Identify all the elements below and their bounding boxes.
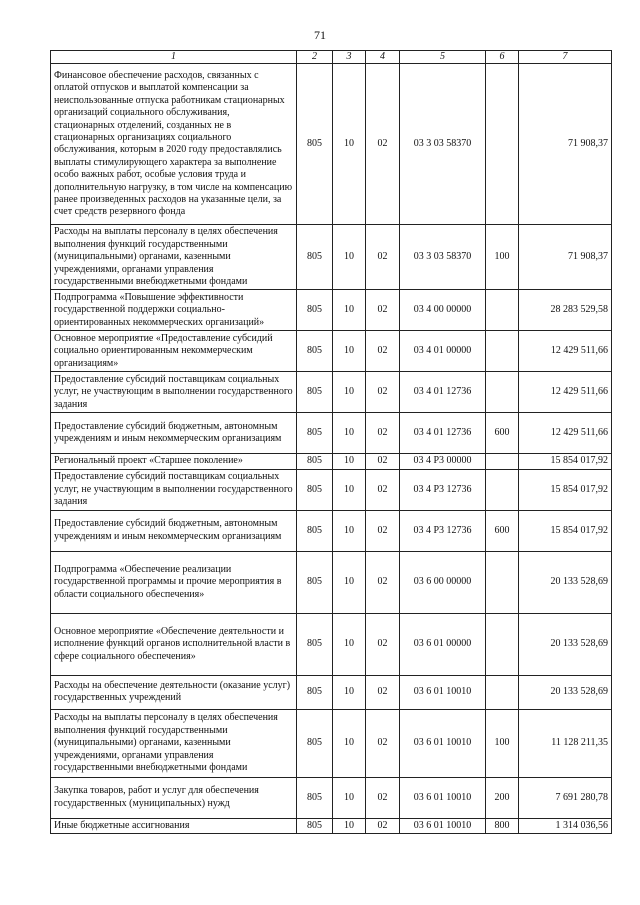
cell-name: Основное мероприятие «Предоставление субсидий социально ориентированным некоммерческим организациям» xyxy=(51,331,297,372)
cell-expense-type xyxy=(486,372,519,413)
cell-target-article: 03 4 P3 12736 xyxy=(400,510,486,551)
cell-target-article: 03 6 01 10010 xyxy=(400,777,486,818)
cell-subsection: 02 xyxy=(366,675,400,709)
table-row xyxy=(51,413,612,454)
header-cell-7: 7 xyxy=(519,51,612,64)
cell-target-article: 03 4 01 00000 xyxy=(400,331,486,372)
cell-expense-type xyxy=(486,675,519,709)
cell-expense-type: 800 xyxy=(486,818,519,833)
cell-subsection: 02 xyxy=(366,331,400,372)
cell-subsection: 02 xyxy=(366,454,400,469)
table-row xyxy=(51,372,612,413)
cell-expense-type xyxy=(486,290,519,331)
cell-amount: 71 908,37 xyxy=(519,64,612,225)
cell-section: 10 xyxy=(333,469,366,510)
cell-target-article: 03 4 01 12736 xyxy=(400,413,486,454)
cell-name: Основное мероприятие «Обеспечение деятельности и исполнение функций органов исполнительной власти в сфере социального обеспечения» xyxy=(51,613,297,675)
cell-amount: 12 429 511,66 xyxy=(519,413,612,454)
cell-subsection: 02 xyxy=(366,469,400,510)
cell-section: 10 xyxy=(333,372,366,413)
cell-amount: 20 133 528,69 xyxy=(519,551,612,613)
cell-admin-code: 805 xyxy=(297,469,333,510)
cell-expense-type xyxy=(486,64,519,225)
cell-amount: 20 133 528,69 xyxy=(519,675,612,709)
cell-subsection: 02 xyxy=(366,709,400,777)
cell-expense-type: 200 xyxy=(486,777,519,818)
cell-target-article: 03 4 P3 00000 xyxy=(400,454,486,469)
cell-expense-type xyxy=(486,551,519,613)
cell-expense-type: 100 xyxy=(486,709,519,777)
cell-target-article: 03 4 00 00000 xyxy=(400,290,486,331)
cell-subsection: 02 xyxy=(366,510,400,551)
cell-admin-code: 805 xyxy=(297,413,333,454)
table-row xyxy=(51,290,612,331)
cell-admin-code: 805 xyxy=(297,613,333,675)
cell-subsection: 02 xyxy=(366,290,400,331)
cell-admin-code: 805 xyxy=(297,225,333,290)
table-row xyxy=(51,64,612,225)
cell-expense-type: 600 xyxy=(486,413,519,454)
cell-admin-code: 805 xyxy=(297,454,333,469)
cell-target-article: 03 3 03 58370 xyxy=(400,64,486,225)
cell-subsection: 02 xyxy=(366,372,400,413)
header-cell-6: 6 xyxy=(486,51,519,64)
cell-expense-type xyxy=(486,613,519,675)
cell-section: 10 xyxy=(333,225,366,290)
cell-target-article: 03 6 01 10010 xyxy=(400,709,486,777)
cell-section: 10 xyxy=(333,64,366,225)
cell-target-article: 03 6 01 10010 xyxy=(400,675,486,709)
cell-admin-code: 805 xyxy=(297,709,333,777)
cell-section: 10 xyxy=(333,818,366,833)
cell-section: 10 xyxy=(333,613,366,675)
cell-name: Подпрограмма «Обеспечение реализации государственной программы и прочие мероприятия в области социального обеспечения» xyxy=(51,551,297,613)
page-number: 71 xyxy=(314,28,326,42)
cell-target-article: 03 6 01 00000 xyxy=(400,613,486,675)
cell-amount: 15 854 017,92 xyxy=(519,454,612,469)
cell-admin-code: 805 xyxy=(297,510,333,551)
cell-section: 10 xyxy=(333,510,366,551)
cell-section: 10 xyxy=(333,709,366,777)
cell-subsection: 02 xyxy=(366,225,400,290)
cell-amount: 28 283 529,58 xyxy=(519,290,612,331)
cell-section: 10 xyxy=(333,331,366,372)
cell-amount: 15 854 017,92 xyxy=(519,510,612,551)
cell-target-article: 03 6 01 10010 xyxy=(400,818,486,833)
cell-section: 10 xyxy=(333,777,366,818)
cell-name: Региональный проект «Старшее поколение» xyxy=(51,454,297,469)
cell-expense-type xyxy=(486,469,519,510)
header-cell-1: 1 xyxy=(51,51,297,64)
cell-expense-type: 100 xyxy=(486,225,519,290)
cell-section: 10 xyxy=(333,290,366,331)
cell-subsection: 02 xyxy=(366,551,400,613)
table-row xyxy=(51,469,612,510)
table-row xyxy=(51,675,612,709)
cell-admin-code: 805 xyxy=(297,675,333,709)
cell-name: Расходы на выплаты персоналу в целях обеспечения выполнения функций государственными (муниципальными) органами, казенными учреждениями, органами управления государственными внебюджетными фондами xyxy=(51,709,297,777)
table-row xyxy=(51,225,612,290)
table-row xyxy=(51,510,612,551)
cell-name: Закупка товаров, работ и услуг для обеспечения государственных (муниципальных) нужд xyxy=(51,777,297,818)
cell-admin-code: 805 xyxy=(297,777,333,818)
cell-amount: 7 691 280,78 xyxy=(519,777,612,818)
cell-target-article: 03 3 03 58370 xyxy=(400,225,486,290)
cell-expense-type: 600 xyxy=(486,510,519,551)
cell-admin-code: 805 xyxy=(297,290,333,331)
cell-amount: 12 429 511,66 xyxy=(519,331,612,372)
table-row xyxy=(51,551,612,613)
cell-name: Предоставление субсидий поставщикам социальных услуг, не участвующим в выполнении государственного задания xyxy=(51,372,297,413)
cell-admin-code: 805 xyxy=(297,818,333,833)
cell-name: Предоставление субсидий поставщикам социальных услуг, не участвующим в выполнении государственного задания xyxy=(51,469,297,510)
cell-name: Финансовое обеспечение расходов, связанных с оплатой отпусков и выплатой компенсации за неиспользованные отпуска работникам стационарных организаций социального обслуживания, стационарных отделений, созданных не в стационарных организациях социального обслуживания, которым в 2020 году предоставлялись выплаты стимулирующего характера за выполнение особо важных работ, особые условия труда и дополнительную нагрузку, в том числе на компенсацию ранее произведенных расходов на указанные цели, за счет средств резервного фонда xyxy=(51,64,297,225)
cell-name: Предоставление субсидий бюджетным, автономным учреждениям и иным некоммерческим организациям xyxy=(51,413,297,454)
cell-subsection: 02 xyxy=(366,613,400,675)
header-cell-4: 4 xyxy=(366,51,400,64)
header-cell-2: 2 xyxy=(297,51,333,64)
header-cell-3: 3 xyxy=(333,51,366,64)
cell-subsection: 02 xyxy=(366,777,400,818)
table-row xyxy=(51,709,612,777)
cell-name: Расходы на обеспечение деятельности (оказание услуг) государственных учреждений xyxy=(51,675,297,709)
table-row xyxy=(51,818,612,833)
cell-section: 10 xyxy=(333,454,366,469)
cell-amount: 71 908,37 xyxy=(519,225,612,290)
cell-subsection: 02 xyxy=(366,64,400,225)
cell-name: Иные бюджетные ассигнования xyxy=(51,818,297,833)
cell-admin-code: 805 xyxy=(297,551,333,613)
cell-admin-code: 805 xyxy=(297,331,333,372)
table-row xyxy=(51,613,612,675)
cell-amount: 12 429 511,66 xyxy=(519,372,612,413)
header-cell-5: 5 xyxy=(400,51,486,64)
cell-admin-code: 805 xyxy=(297,372,333,413)
cell-name: Подпрограмма «Повышение эффективности государственной поддержки социально-ориентированных некоммерческих организаций» xyxy=(51,290,297,331)
cell-section: 10 xyxy=(333,413,366,454)
cell-subsection: 02 xyxy=(366,818,400,833)
cell-name: Расходы на выплаты персоналу в целях обеспечения выполнения функций государственными (муниципальными) органами, казенными учреждениями, органами управления государственными внебюджетными фондами xyxy=(51,225,297,290)
cell-name: Предоставление субсидий бюджетным, автономным учреждениям и иным некоммерческим организациям xyxy=(51,510,297,551)
cell-target-article: 03 4 P3 12736 xyxy=(400,469,486,510)
cell-amount: 20 133 528,69 xyxy=(519,613,612,675)
cell-target-article: 03 6 00 00000 xyxy=(400,551,486,613)
cell-amount: 1 314 036,56 xyxy=(519,818,612,833)
cell-section: 10 xyxy=(333,675,366,709)
cell-amount: 15 854 017,92 xyxy=(519,469,612,510)
table-row xyxy=(51,331,612,372)
cell-expense-type xyxy=(486,454,519,469)
cell-subsection: 02 xyxy=(366,413,400,454)
cell-section: 10 xyxy=(333,551,366,613)
cell-expense-type xyxy=(486,331,519,372)
table-row xyxy=(51,454,612,469)
header-row xyxy=(51,51,612,64)
cell-target-article: 03 4 01 12736 xyxy=(400,372,486,413)
cell-amount: 11 128 211,35 xyxy=(519,709,612,777)
cell-admin-code: 805 xyxy=(297,64,333,225)
budget-table xyxy=(50,50,612,834)
table-row xyxy=(51,777,612,818)
